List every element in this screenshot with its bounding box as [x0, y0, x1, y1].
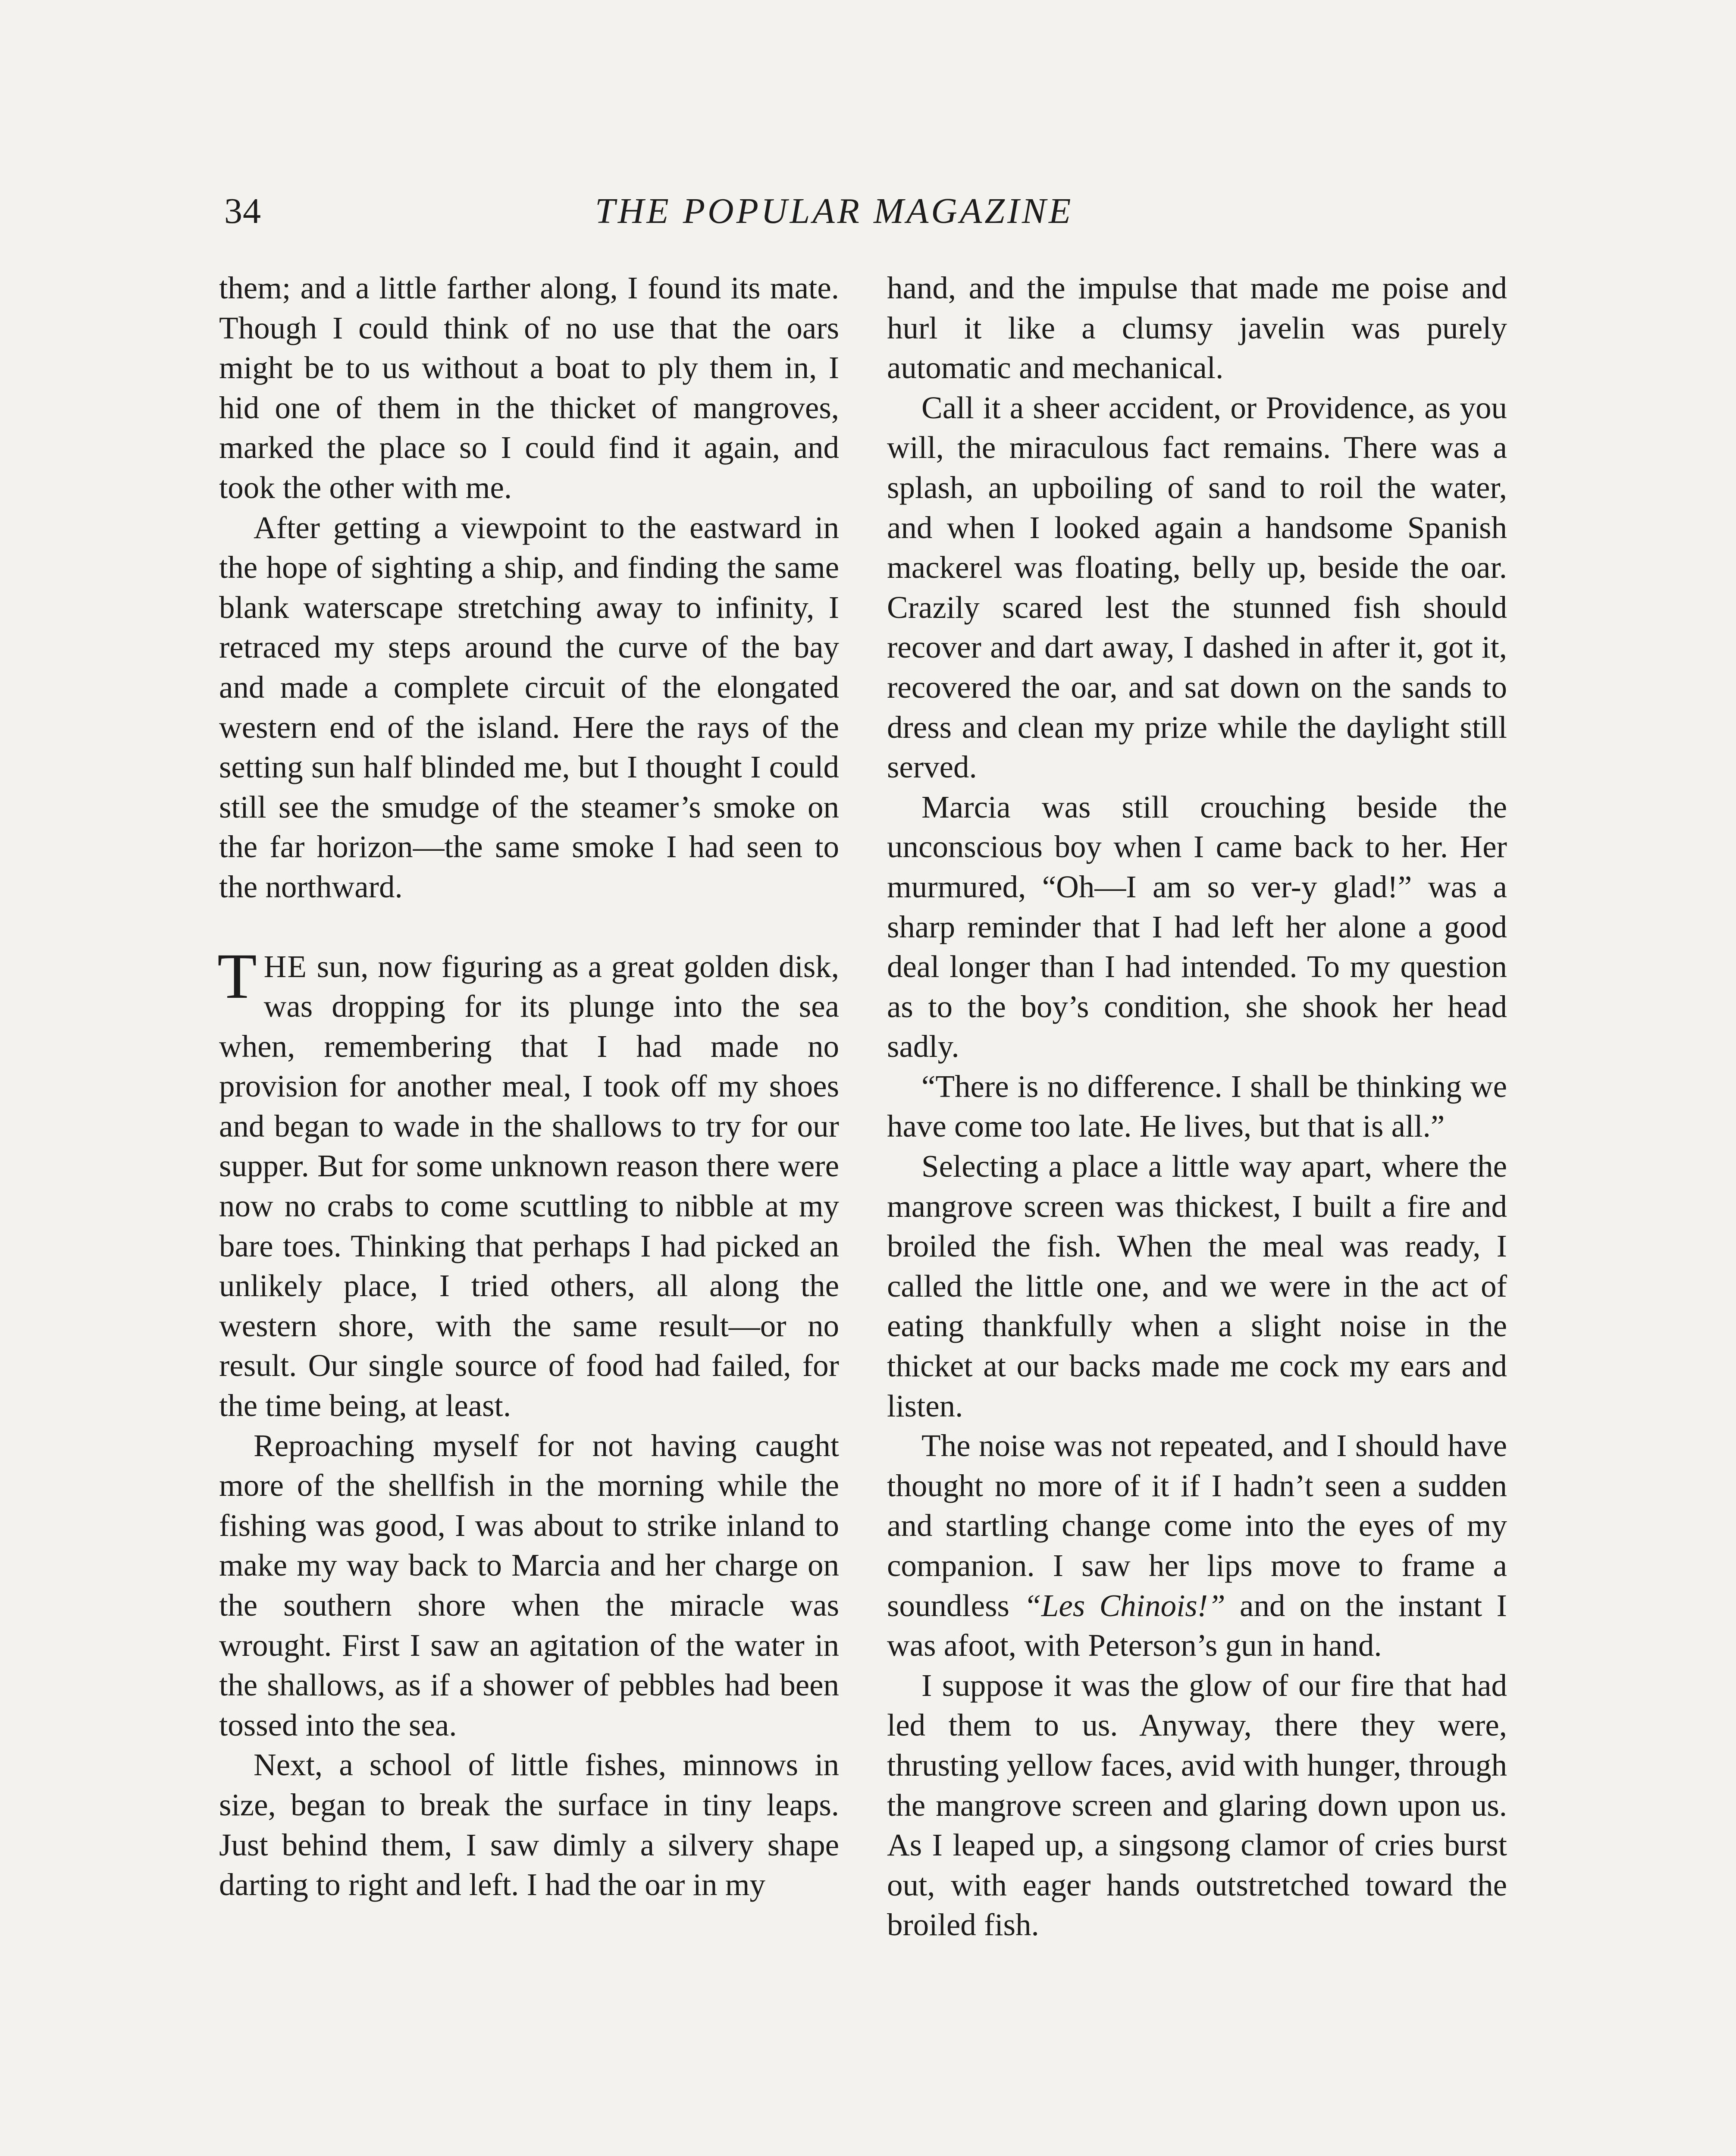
paragraph: Selecting a place a little way apart, where the mangrove screen was thickest, I built a fire and broiled the fish. When the meal was ready, I called the little one, and we were in the act of eating thankfully when a slight noise in the thicket at our backs made me cock my ears and listen.	[887, 1149, 1507, 1423]
left-column	[219, 268, 839, 1905]
paragraph	[887, 1426, 1507, 1666]
paragraph: Reproaching myself for not having caught more of the shellfish in the morning while the fishing was good, I was about to strike inland to make my way back to Marcia and her charge on the southern shore when the miracle was wrought. First I saw an agitation of the water in the shallows, as if a shower of pebbles had been tossed into the sea.	[219, 1428, 839, 1742]
paragraph: Marcia was still crouching beside the unconscious boy when I came back to her. Her murmured, “Oh—I am so ver-y glad!” was a sharp reminder that I had left her alone a good deal longer than I had intended. To my question as to the boy’s condition, she shook her head sadly.	[887, 789, 1507, 1064]
italic-exclamation: “Les Chinois!”	[1024, 1588, 1225, 1623]
paragraph: them; and a little farther along, I found its mate. Though I could think of no use that the oars might be to us without a boat to ply them in, I hid one of them in the thicket of mangroves, marked the place so I could find it again, and took the other with me.	[219, 270, 839, 505]
running-head: THE POPULAR MAGAZINE	[595, 191, 1074, 231]
drop-cap: T	[217, 940, 257, 1012]
small-caps-text: HE	[263, 949, 307, 984]
section-start-paragraph	[217, 940, 839, 1426]
paragraph: Next, a school of little fishes, minnows in size, began to break the surface in tiny leaps. Just behind them, I saw dimly a silvery shape darting to right and left. I had the oar in my	[219, 1747, 839, 1902]
paragraph: I suppose it was the glow of our fire that had led them to us. Anyway, there they were, thrusting yellow faces, avid with hunger, through the mangrove screen and glaring down upon us. As I leaped up, a singsong clamor of cries burst out, with eager hands outstretched toward the broiled fish.	[887, 1667, 1507, 1943]
right-column	[887, 268, 1507, 1945]
page-number: 34	[224, 191, 261, 231]
paragraph-text: and on the instant I was afoot, with Peterson’s gun in hand.	[887, 1588, 1507, 1663]
paragraph: After getting a viewpoint to the eastward in the hope of sighting a ship, and finding the same blank waterscape stretching away to infinity, I retraced my steps around the curve of the bay and made a complete circuit of the elongated western end of the island. Here the rays of the setting sun half blinded me, but I thought I could still see the smudge of the steamer’s smoke on the far horizon—the same smoke I had seen to the northward.	[219, 510, 839, 904]
paragraph: Call it a sheer accident, or Providence, as you will, the miraculous fact remains. There was a splash, an upboiling of sand to roil the water, and when I looked again a handsome Spanish mackerel was floating, belly up, beside the oar. Crazily scared lest the stunned fish should recover and dart away, I dashed in after it, got it, recovered the oar, and sat down on the sands to dress and clean my prize while the daylight still served.	[887, 390, 1507, 785]
paragraph-text: sun, now figuring as a great golden disk, was dropping for its plunge into the sea when, remembering that I had made no provision for another meal, I took off my shoes and began to wade in the shallows to try for our supper. But for some unknown reason there were now no crabs to come scuttling to nibble at my bare toes. Thinking that perhaps I had picked an unlikely place, I tried others, all along the western shore, with the same result—or no result. Our single source of food had failed, for the time being, at least.	[219, 949, 839, 1423]
paragraph: hand, and the impulse that made me poise and hurl it like a clumsy javelin was purely automatic and mechanical.	[887, 270, 1507, 385]
paragraph-text: The noise was not repeated, and I should have thought no more of it if I hadn’t seen a sudden and startling change come into the eyes of my companion. I saw her lips move to frame a soundless	[887, 1428, 1507, 1623]
paragraph: “There is no difference. I shall be thinking we have come too late. He lives, but that is all.”	[887, 1069, 1507, 1144]
